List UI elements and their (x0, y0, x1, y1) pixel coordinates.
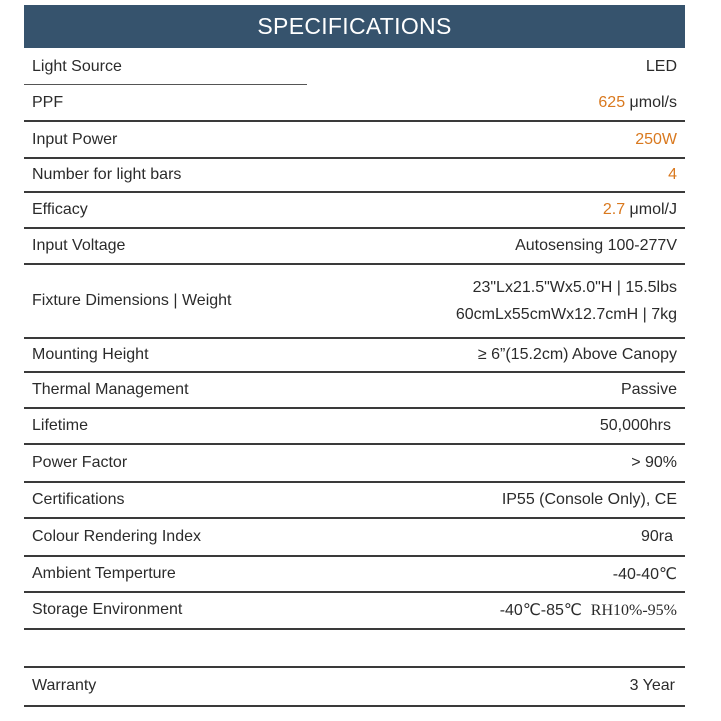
spec-label: Number for light bars (32, 166, 182, 183)
spec-value: IP55 (Console Only), CE (501, 491, 677, 508)
spec-label: Warranty (32, 677, 97, 694)
spec-label: Fixture Dimensions | Weight (32, 292, 232, 309)
spec-value (500, 600, 677, 620)
spec-title: SPECIFICATIONS (257, 13, 452, 39)
spec-value: LED (645, 58, 677, 75)
spec-label: Colour Rendering Index (32, 528, 201, 545)
efficacy-unit: μmol/J (629, 201, 677, 218)
efficacy-number: 2.7 (602, 201, 626, 218)
spec-label: Certifications (32, 491, 125, 508)
spec-row-ppf (24, 86, 685, 120)
spec-value (598, 94, 677, 112)
spec-label: Storage Environment (32, 601, 183, 618)
spec-value: Passive (620, 381, 677, 398)
dimensions-metric: 60cmLx55cmWx12.7cmH | 7kg (455, 305, 677, 323)
spec-row-mounting-height (24, 339, 685, 371)
spec-value: 50,000hrs (599, 417, 671, 434)
spec-value: Autosensing 100-277V (515, 237, 677, 254)
spec-value: 3 Year (629, 677, 675, 694)
spec-label: Lifetime (32, 417, 89, 434)
spec-title-banner (24, 5, 685, 48)
spec-row-certifications (24, 483, 685, 517)
spec-row-warranty (24, 668, 685, 704)
spec-row-efficacy (24, 193, 685, 227)
spec-row-ambient-temperature (24, 557, 685, 591)
spec-row-input-power (24, 122, 685, 157)
spec-value: > 90% (631, 454, 677, 471)
spec-row-light-source (24, 50, 685, 84)
spec-row-fixture-dimensions (24, 265, 685, 337)
spec-value: 90ra (640, 528, 673, 545)
spec-row-cri (24, 519, 685, 555)
spec-label: PPF (32, 94, 64, 111)
spec-label: Input Power (32, 130, 118, 148)
spec-label: Efficacy (32, 201, 88, 218)
spec-label: Light Source (32, 58, 122, 75)
spec-value: 4 (668, 166, 677, 183)
spec-value: -40-40℃ (612, 566, 677, 583)
storage-humidity: RH10%-95% (590, 602, 677, 619)
spec-row-lifetime (24, 409, 685, 443)
spec-label: Ambient Temperture (32, 565, 176, 582)
spec-value: ≥ 6”(15.2cm) Above Canopy (477, 346, 677, 363)
spec-value (456, 279, 677, 324)
spec-label: Mounting Height (32, 346, 149, 363)
row-divider (24, 628, 685, 630)
spec-value: 250W (635, 130, 677, 148)
spec-label: Power Factor (32, 454, 128, 471)
dimensions-imperial: 23"Lx21.5"Wx5.0"H | 15.5lbs (472, 278, 677, 296)
spec-row-power-factor (24, 445, 685, 481)
row-divider (24, 84, 307, 85)
row-divider (24, 705, 685, 707)
spec-row-thermal-management (24, 373, 685, 407)
spec-row-input-voltage (24, 229, 685, 263)
spec-row-storage-environment (24, 593, 685, 627)
storage-temperature: -40℃-85℃ (499, 602, 582, 619)
spec-value (603, 201, 677, 219)
ppf-unit: μmol/s (629, 94, 677, 111)
spec-label: Input Voltage (32, 237, 126, 254)
spec-row-light-bars (24, 159, 685, 191)
spec-label: Thermal Management (32, 381, 189, 398)
ppf-number: 625 (598, 94, 626, 111)
